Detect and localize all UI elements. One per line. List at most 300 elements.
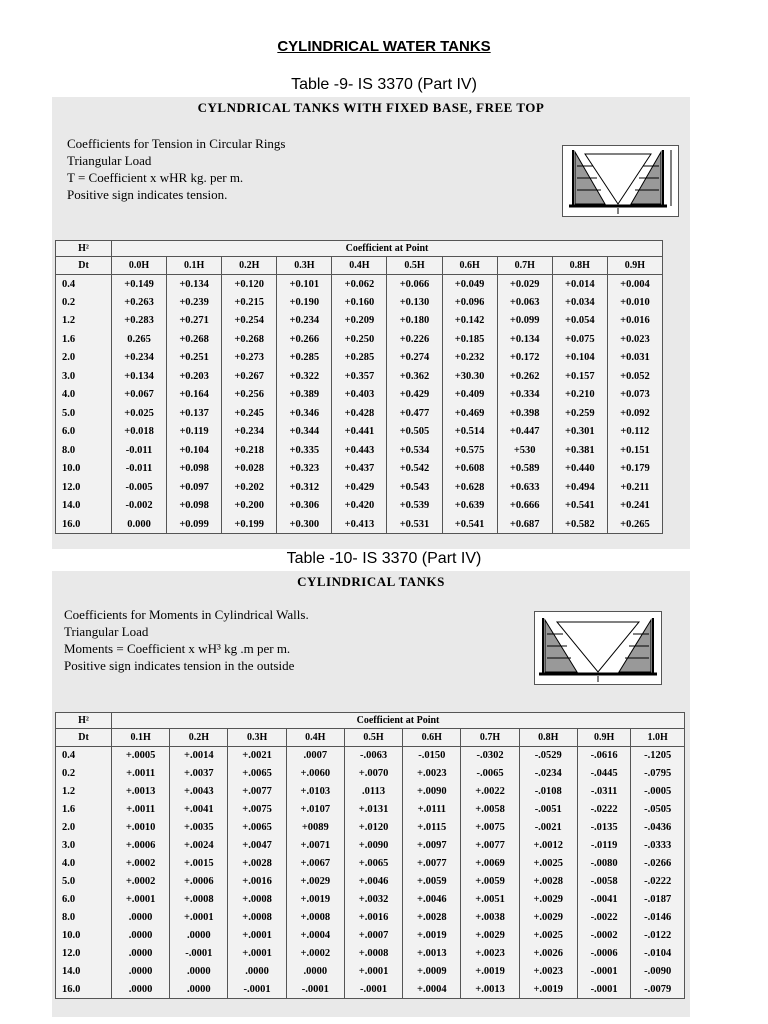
table-cell: +.0065 bbox=[228, 765, 286, 783]
table-row bbox=[56, 945, 685, 963]
row-label: 8.0 bbox=[56, 441, 112, 460]
table-cell: -.0063 bbox=[344, 747, 402, 765]
table-cell: +.0067 bbox=[286, 855, 344, 873]
table-cell: +0.210 bbox=[552, 386, 607, 405]
table-cell: -.0445 bbox=[577, 765, 631, 783]
table-cell: +0.263 bbox=[112, 293, 167, 312]
table-cell: -.0104 bbox=[631, 945, 685, 963]
table-cell: +.0019 bbox=[403, 927, 461, 945]
table-cell: +.0023 bbox=[461, 945, 519, 963]
table-cell: +30.30 bbox=[442, 367, 497, 386]
hd-ratio-bottom: Dt bbox=[56, 257, 112, 275]
table-cell: +0.251 bbox=[167, 349, 222, 368]
table-cell: +0.312 bbox=[277, 478, 332, 497]
table-cell: +0.268 bbox=[167, 330, 222, 349]
table-cell: +.0075 bbox=[228, 801, 286, 819]
table-cell: +0.226 bbox=[387, 330, 442, 349]
table-cell: +0.505 bbox=[387, 423, 442, 442]
table-cell: +0.575 bbox=[442, 441, 497, 460]
row-label: 3.0 bbox=[56, 837, 112, 855]
table-cell: +.0008 bbox=[228, 891, 286, 909]
table-cell: +.0013 bbox=[403, 945, 461, 963]
table-cell: -0.005 bbox=[112, 478, 167, 497]
table10-grid bbox=[55, 712, 685, 999]
table-cell: +0.447 bbox=[497, 423, 552, 442]
table-cell: -.0001 bbox=[286, 981, 344, 999]
desc-line: Triangular Load bbox=[64, 624, 149, 639]
table-cell: +.0046 bbox=[403, 891, 461, 909]
table-cell: -.0436 bbox=[631, 819, 685, 837]
table-cell: -.0079 bbox=[631, 981, 685, 999]
table-cell: +.0077 bbox=[228, 783, 286, 801]
table-cell: +0.234 bbox=[222, 423, 277, 442]
table-cell: +.0023 bbox=[403, 765, 461, 783]
table-cell: +.0007 bbox=[344, 927, 402, 945]
table-cell: +.0029 bbox=[286, 873, 344, 891]
row-label: 5.0 bbox=[56, 873, 112, 891]
table-cell: +0.362 bbox=[387, 367, 442, 386]
row-label: 0.4 bbox=[56, 747, 112, 765]
tank-load-diagram-svg bbox=[563, 146, 678, 216]
row-label: 0.2 bbox=[56, 765, 112, 783]
tank-load-diagram bbox=[562, 145, 679, 217]
desc-line: Triangular Load bbox=[67, 153, 152, 168]
table-cell: +0.049 bbox=[442, 275, 497, 294]
table-cell: .0000 bbox=[112, 909, 170, 927]
table-cell: +0.428 bbox=[332, 404, 387, 423]
table-cell: +0.273 bbox=[222, 349, 277, 368]
row-label: 10.0 bbox=[56, 927, 112, 945]
table10-heading: CYLINDRICAL TANKS bbox=[297, 574, 445, 589]
row-label: 6.0 bbox=[56, 423, 112, 442]
table-cell: +0.254 bbox=[222, 312, 277, 331]
table-cell: +0.534 bbox=[387, 441, 442, 460]
column-header: 0.7H bbox=[497, 257, 552, 275]
table-cell: +0.190 bbox=[277, 293, 332, 312]
hd-ratio-top: H² bbox=[56, 713, 112, 729]
table-row bbox=[56, 909, 685, 927]
desc-line: Moments = Coefficient x wH³ kg .m per m. bbox=[64, 641, 291, 656]
column-header: 0.9H bbox=[577, 729, 631, 747]
table-cell: +.0019 bbox=[519, 981, 577, 999]
table-cell: +0.344 bbox=[277, 423, 332, 442]
table-cell: +.0065 bbox=[228, 819, 286, 837]
table-cell: -.0051 bbox=[519, 801, 577, 819]
table-cell: +.0008 bbox=[286, 909, 344, 927]
row-label: 0.2 bbox=[56, 293, 112, 312]
table-cell: +.0004 bbox=[403, 981, 461, 999]
moment-load-diagram-svg bbox=[535, 612, 661, 684]
table-cell: +0.073 bbox=[607, 386, 662, 405]
table-cell: +.0013 bbox=[461, 981, 519, 999]
table-cell: +.0029 bbox=[519, 909, 577, 927]
row-label: 4.0 bbox=[56, 386, 112, 405]
table-cell: +0.185 bbox=[442, 330, 497, 349]
column-header: 0.6H bbox=[403, 729, 461, 747]
table-cell: +.0037 bbox=[170, 765, 228, 783]
table-cell: +0.541 bbox=[552, 497, 607, 516]
table-cell: +.0001 bbox=[344, 963, 402, 981]
table9-caption: Table -9- IS 3370 (Part IV) bbox=[291, 76, 477, 93]
row-label: 16.0 bbox=[56, 981, 112, 999]
table-cell: -.0119 bbox=[577, 837, 631, 855]
table-cell: +0.029 bbox=[497, 275, 552, 294]
column-header: 0.8H bbox=[519, 729, 577, 747]
table-cell: +0.666 bbox=[497, 497, 552, 516]
table-cell: +0.034 bbox=[552, 293, 607, 312]
table-cell: +0.099 bbox=[167, 515, 222, 534]
table-cell: .0000 bbox=[112, 945, 170, 963]
table-cell: -0.002 bbox=[112, 497, 167, 516]
row-label: 1.2 bbox=[56, 783, 112, 801]
table-cell: -.0122 bbox=[631, 927, 685, 945]
table-cell: +0.543 bbox=[387, 478, 442, 497]
table-cell: +0.608 bbox=[442, 460, 497, 479]
table-cell: +.0010 bbox=[112, 819, 170, 837]
row-label: 1.2 bbox=[56, 312, 112, 331]
row-label: 2.0 bbox=[56, 819, 112, 837]
table-cell: +.0025 bbox=[519, 927, 577, 945]
table-cell: +0.306 bbox=[277, 497, 332, 516]
table9-panel bbox=[52, 97, 690, 549]
table-cell: +0.160 bbox=[332, 293, 387, 312]
table-cell: +0.031 bbox=[607, 349, 662, 368]
row-label: 6.0 bbox=[56, 891, 112, 909]
table-cell: .0000 bbox=[286, 963, 344, 981]
table-cell: +0.429 bbox=[332, 478, 387, 497]
table-cell: +0.334 bbox=[497, 386, 552, 405]
table-cell: +.0075 bbox=[461, 819, 519, 837]
table-cell: +0.514 bbox=[442, 423, 497, 442]
table-row bbox=[56, 927, 685, 945]
table-cell: +0.403 bbox=[332, 386, 387, 405]
table-cell: +0.357 bbox=[332, 367, 387, 386]
table-cell: +.0090 bbox=[344, 837, 402, 855]
table-cell: +.0001 bbox=[228, 945, 286, 963]
table-cell: +0.104 bbox=[167, 441, 222, 460]
table-cell: +0.023 bbox=[607, 330, 662, 349]
table-cell: -.0058 bbox=[577, 873, 631, 891]
table-cell: -.0041 bbox=[577, 891, 631, 909]
table-cell: +.0038 bbox=[461, 909, 519, 927]
table-cell: +0.639 bbox=[442, 497, 497, 516]
table-cell: +0.215 bbox=[222, 293, 277, 312]
table-cell: .0000 bbox=[170, 963, 228, 981]
column-header: 0.2H bbox=[222, 257, 277, 275]
row-label: 0.4 bbox=[56, 275, 112, 294]
table-cell: +0.256 bbox=[222, 386, 277, 405]
table-cell: +0.346 bbox=[277, 404, 332, 423]
table-cell: +.0011 bbox=[112, 801, 170, 819]
table-cell: +0.413 bbox=[332, 515, 387, 534]
table-cell: +.0014 bbox=[170, 747, 228, 765]
table-cell: +0.300 bbox=[277, 515, 332, 534]
table-cell: +0.633 bbox=[497, 478, 552, 497]
table-row bbox=[56, 819, 685, 837]
table-cell: +0.245 bbox=[222, 404, 277, 423]
table-cell: 0.000 bbox=[112, 515, 167, 534]
table-cell: +0.232 bbox=[442, 349, 497, 368]
table10-description bbox=[64, 606, 309, 674]
table-cell: +.0012 bbox=[519, 837, 577, 855]
table-row bbox=[56, 837, 685, 855]
row-label: 16.0 bbox=[56, 515, 112, 534]
table-cell: -.0021 bbox=[519, 819, 577, 837]
table-cell: +.0060 bbox=[286, 765, 344, 783]
table-row bbox=[56, 981, 685, 999]
table-cell: +.0023 bbox=[519, 963, 577, 981]
row-label: 3.0 bbox=[56, 367, 112, 386]
desc-line: Positive sign indicates tension. bbox=[67, 187, 228, 202]
moment-load-diagram bbox=[534, 611, 662, 685]
table-cell: +0.149 bbox=[112, 275, 167, 294]
table-cell: +0.266 bbox=[277, 330, 332, 349]
table-cell: -.0311 bbox=[577, 783, 631, 801]
table-cell: +.0043 bbox=[170, 783, 228, 801]
table-cell: .0113 bbox=[344, 783, 402, 801]
column-header: 0.3H bbox=[228, 729, 286, 747]
table-cell: +0.687 bbox=[497, 515, 552, 534]
table-cell: -.0001 bbox=[577, 963, 631, 981]
coef-header: Coefficient at Point bbox=[112, 241, 663, 257]
row-label: 14.0 bbox=[56, 497, 112, 516]
desc-line: T = Coefficient x wHR kg. per m. bbox=[67, 170, 244, 185]
table-cell: -.0222 bbox=[631, 873, 685, 891]
desc-line: Coefficients for Moments in Cylindrical Walls. bbox=[64, 607, 309, 622]
table-cell: +0.014 bbox=[552, 275, 607, 294]
table-cell: +0.241 bbox=[607, 497, 662, 516]
table-cell: +.0006 bbox=[112, 837, 170, 855]
table-cell: +530 bbox=[497, 441, 552, 460]
table-row bbox=[56, 404, 663, 423]
table-cell: +0.469 bbox=[442, 404, 497, 423]
table-cell: +0.211 bbox=[607, 478, 662, 497]
table-cell: +0.301 bbox=[552, 423, 607, 442]
table-cell: +0.259 bbox=[552, 404, 607, 423]
table-cell: +0.202 bbox=[222, 478, 277, 497]
table-cell: -.0080 bbox=[577, 855, 631, 873]
table-cell: +0.052 bbox=[607, 367, 662, 386]
table-cell: -.0005 bbox=[631, 783, 685, 801]
table-row bbox=[56, 367, 663, 386]
table-cell: +.0077 bbox=[461, 837, 519, 855]
row-label: 12.0 bbox=[56, 945, 112, 963]
table-cell: +0.137 bbox=[167, 404, 222, 423]
table-cell: +.0070 bbox=[344, 765, 402, 783]
table-cell: +0.098 bbox=[167, 497, 222, 516]
table-row bbox=[56, 460, 663, 479]
table-cell: +0.441 bbox=[332, 423, 387, 442]
table-cell: +0.200 bbox=[222, 497, 277, 516]
table-row bbox=[56, 349, 663, 368]
table-cell: +0.234 bbox=[277, 312, 332, 331]
table-cell: -.0266 bbox=[631, 855, 685, 873]
column-header: 0.4H bbox=[286, 729, 344, 747]
table-cell: +.0011 bbox=[112, 765, 170, 783]
table-cell: -.0333 bbox=[631, 837, 685, 855]
table-cell: -.0002 bbox=[577, 927, 631, 945]
table-cell: -.0001 bbox=[170, 945, 228, 963]
table-row bbox=[56, 330, 663, 349]
table-cell: +.0008 bbox=[170, 891, 228, 909]
table-cell: +0.267 bbox=[222, 367, 277, 386]
table-cell: +0.130 bbox=[387, 293, 442, 312]
table-cell: .0000 bbox=[170, 981, 228, 999]
table-cell: +.0008 bbox=[228, 909, 286, 927]
row-label: 1.6 bbox=[56, 801, 112, 819]
table-cell: +0.285 bbox=[277, 349, 332, 368]
table-cell: +.0046 bbox=[344, 873, 402, 891]
table-cell: +0.066 bbox=[387, 275, 442, 294]
table-row bbox=[56, 891, 685, 909]
column-header: 0.3H bbox=[277, 257, 332, 275]
table-cell: +0.151 bbox=[607, 441, 662, 460]
table-cell: +0.271 bbox=[167, 312, 222, 331]
table-cell: +0.062 bbox=[332, 275, 387, 294]
table-cell: +.0103 bbox=[286, 783, 344, 801]
table9-grid bbox=[55, 240, 663, 534]
table9-description bbox=[67, 135, 286, 203]
table-row bbox=[56, 497, 663, 516]
table-cell: +.0041 bbox=[170, 801, 228, 819]
table-cell: +0.018 bbox=[112, 423, 167, 442]
table-cell: +.0004 bbox=[286, 927, 344, 945]
table-cell: +0.075 bbox=[552, 330, 607, 349]
table-cell: +0.004 bbox=[607, 275, 662, 294]
table-cell: +0.157 bbox=[552, 367, 607, 386]
column-header: 0.8H bbox=[552, 257, 607, 275]
table-cell: -.0234 bbox=[519, 765, 577, 783]
table-cell: +.0019 bbox=[461, 963, 519, 981]
table-cell: +.0029 bbox=[519, 891, 577, 909]
table-cell: -.0146 bbox=[631, 909, 685, 927]
table-row bbox=[56, 312, 663, 331]
table-row bbox=[56, 386, 663, 405]
table-cell: +.0028 bbox=[403, 909, 461, 927]
table-cell: +.0009 bbox=[403, 963, 461, 981]
table-cell: -.0006 bbox=[577, 945, 631, 963]
table-cell: +.0016 bbox=[228, 873, 286, 891]
table-cell: +0.101 bbox=[277, 275, 332, 294]
table-cell: +0.542 bbox=[387, 460, 442, 479]
table-cell: +.0065 bbox=[344, 855, 402, 873]
table-cell: +0.120 bbox=[222, 275, 277, 294]
table-row bbox=[56, 801, 685, 819]
table-cell: 0.265 bbox=[112, 330, 167, 349]
table-cell: -0.011 bbox=[112, 441, 167, 460]
table-cell: +.0019 bbox=[286, 891, 344, 909]
table-cell: +.0026 bbox=[519, 945, 577, 963]
table-cell: +0.199 bbox=[222, 515, 277, 534]
table-cell: +.0111 bbox=[403, 801, 461, 819]
table-cell: +0.234 bbox=[112, 349, 167, 368]
table-cell: +0.067 bbox=[112, 386, 167, 405]
table-cell: +0.054 bbox=[552, 312, 607, 331]
table-cell: .0000 bbox=[112, 927, 170, 945]
table-cell: +.0069 bbox=[461, 855, 519, 873]
table-cell: +0.398 bbox=[497, 404, 552, 423]
table-cell: .0000 bbox=[112, 981, 170, 999]
table-cell: +0.531 bbox=[387, 515, 442, 534]
table-cell: +.0071 bbox=[286, 837, 344, 855]
desc-line: Coefficients for Tension in Circular Rings bbox=[67, 136, 286, 151]
table-cell: -.0529 bbox=[519, 747, 577, 765]
table-cell: +.0077 bbox=[403, 855, 461, 873]
table-cell: +0.028 bbox=[222, 460, 277, 479]
table-cell: +0.119 bbox=[167, 423, 222, 442]
table-cell: +0.134 bbox=[497, 330, 552, 349]
table-cell: +0.539 bbox=[387, 497, 442, 516]
table-cell: +.0024 bbox=[170, 837, 228, 855]
table-cell: +0.010 bbox=[607, 293, 662, 312]
row-label: 8.0 bbox=[56, 909, 112, 927]
table-cell: +0.582 bbox=[552, 515, 607, 534]
table-cell: +.0120 bbox=[344, 819, 402, 837]
table9-heading: CYLNDRICAL TANKS WITH FIXED BASE, FREE TOP bbox=[197, 100, 545, 115]
row-label: 14.0 bbox=[56, 963, 112, 981]
table-cell: +0.250 bbox=[332, 330, 387, 349]
table-cell: +.0016 bbox=[344, 909, 402, 927]
table-cell: +0.112 bbox=[607, 423, 662, 442]
table-cell: +0.381 bbox=[552, 441, 607, 460]
table10-caption: Table -10- IS 3370 (Part IV) bbox=[286, 550, 482, 567]
coef-header: Coefficient at Point bbox=[112, 713, 685, 729]
table-cell: +0.389 bbox=[277, 386, 332, 405]
table-cell: +.0015 bbox=[170, 855, 228, 873]
table-cell: -.0001 bbox=[344, 981, 402, 999]
table-cell: -.0001 bbox=[228, 981, 286, 999]
table-cell: +0.335 bbox=[277, 441, 332, 460]
table-cell: +0.239 bbox=[167, 293, 222, 312]
table-cell: +0.265 bbox=[607, 515, 662, 534]
table-row bbox=[56, 275, 663, 294]
table-cell: +.0059 bbox=[461, 873, 519, 891]
table-row bbox=[56, 423, 663, 442]
desc-line: Positive sign indicates tension in the outside bbox=[64, 658, 295, 673]
table-cell: -.0505 bbox=[631, 801, 685, 819]
table10-panel bbox=[52, 571, 690, 1017]
table-cell: +0.429 bbox=[387, 386, 442, 405]
table-cell: +0089 bbox=[286, 819, 344, 837]
table-cell: +0.440 bbox=[552, 460, 607, 479]
table-cell: +.0002 bbox=[286, 945, 344, 963]
table-cell: -.0001 bbox=[577, 981, 631, 999]
table-cell: -.0150 bbox=[403, 747, 461, 765]
column-header: 0.5H bbox=[387, 257, 442, 275]
column-header: 0.5H bbox=[344, 729, 402, 747]
table-row bbox=[56, 873, 685, 891]
table-cell: +0.172 bbox=[497, 349, 552, 368]
table-cell: +0.283 bbox=[112, 312, 167, 331]
table-cell: +0.494 bbox=[552, 478, 607, 497]
table-cell: -.0090 bbox=[631, 963, 685, 981]
table-cell: +0.541 bbox=[442, 515, 497, 534]
row-label: 12.0 bbox=[56, 478, 112, 497]
table-cell: -0.011 bbox=[112, 460, 167, 479]
table-cell: +0.016 bbox=[607, 312, 662, 331]
hd-ratio-top: H² bbox=[56, 241, 112, 257]
table-cell: -.0616 bbox=[577, 747, 631, 765]
table-cell: -.1205 bbox=[631, 747, 685, 765]
table-cell: +.0013 bbox=[112, 783, 170, 801]
table-cell: +.0005 bbox=[112, 747, 170, 765]
column-header: 0.6H bbox=[442, 257, 497, 275]
table-cell: +.0022 bbox=[461, 783, 519, 801]
table-cell: +0.092 bbox=[607, 404, 662, 423]
table-cell: +0.589 bbox=[497, 460, 552, 479]
column-header: 0.7H bbox=[461, 729, 519, 747]
table-cell: -.0022 bbox=[577, 909, 631, 927]
